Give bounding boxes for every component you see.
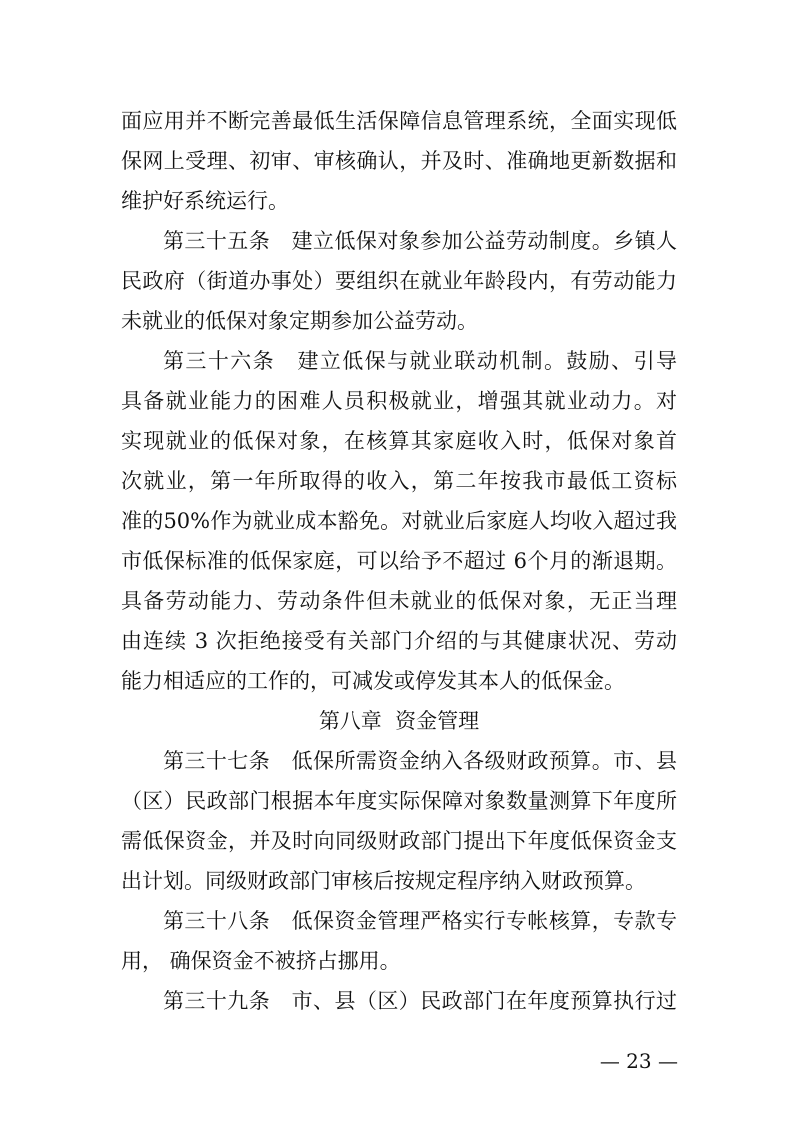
body-text-line: 能力相适应的工作的，可减发或停发其本人的低保金。 <box>121 669 625 693</box>
body-text-line: 用， 确保资金不被挤占挪用。 <box>121 949 401 973</box>
body-text-line: 具备劳动能力、劳动条件但未就业的低保对象，无正当理 <box>121 589 677 613</box>
article-35-heading-line: 第三十五条 建立低保对象参加公益劳动制度。乡镇人 <box>163 229 677 253</box>
body-text-line: 面应用并不断完善最低生活保障信息管理系统，全面实现低 <box>121 109 677 133</box>
article-38-heading-line: 第三十八条 低保资金管理严格实行专帐核算，专款专 <box>163 909 677 933</box>
body-text-line: （区）民政部门根据本年度实际保障对象数量测算下年度所 <box>121 789 677 813</box>
article-39-heading-line: 第三十九条 市、县（区）民政部门在年度预算执行过 <box>163 989 677 1013</box>
body-text-line: 准的50%作为就业成本豁免。对就业后家庭人均收入超过我 <box>121 509 677 533</box>
article-36-heading-line: 第三十六条 建立低保与就业联动机制。鼓励、引导 <box>163 349 677 373</box>
body-text-line: 未就业的低保对象定期参加公益劳动。 <box>121 309 478 333</box>
page-number: — 23 — <box>599 1049 678 1073</box>
body-text-line: 市低保标准的低保家庭，可以给予不超过 6个月的渐退期。 <box>121 549 677 573</box>
body-text-line: 实现就业的低保对象，在核算其家庭收入时，低保对象首 <box>121 429 677 453</box>
body-text-line: 保网上受理、初审、审核确认，并及时、准确地更新数据和 <box>121 149 677 173</box>
body-text-line: 具备就业能力的困难人员积极就业，增强其就业动力。对 <box>121 389 677 413</box>
chapter-heading: 第八章 资金管理 <box>318 709 480 733</box>
body-text-line: 民政府（街道办事处）要组织在就业年龄段内，有劳动能力 <box>121 269 677 293</box>
body-text-line: 由连续 3 次拒绝接受有关部门介绍的与其健康状况、劳动 <box>121 629 677 653</box>
article-37-heading-line: 第三十七条 低保所需资金纳入各级财政预算。市、县 <box>163 749 677 773</box>
body-text-line: 次就业，第一年所取得的收入，第二年按我市最低工资标 <box>121 469 677 493</box>
body-text-line: 维护好系统运行。 <box>121 189 289 213</box>
body-text-line: 出计划。同级财政部门审核后按规定程序纳入财政预算。 <box>121 869 646 893</box>
body-text-line: 需低保资金，并及时向同级财政部门提出下年度低保资金支 <box>121 829 677 853</box>
